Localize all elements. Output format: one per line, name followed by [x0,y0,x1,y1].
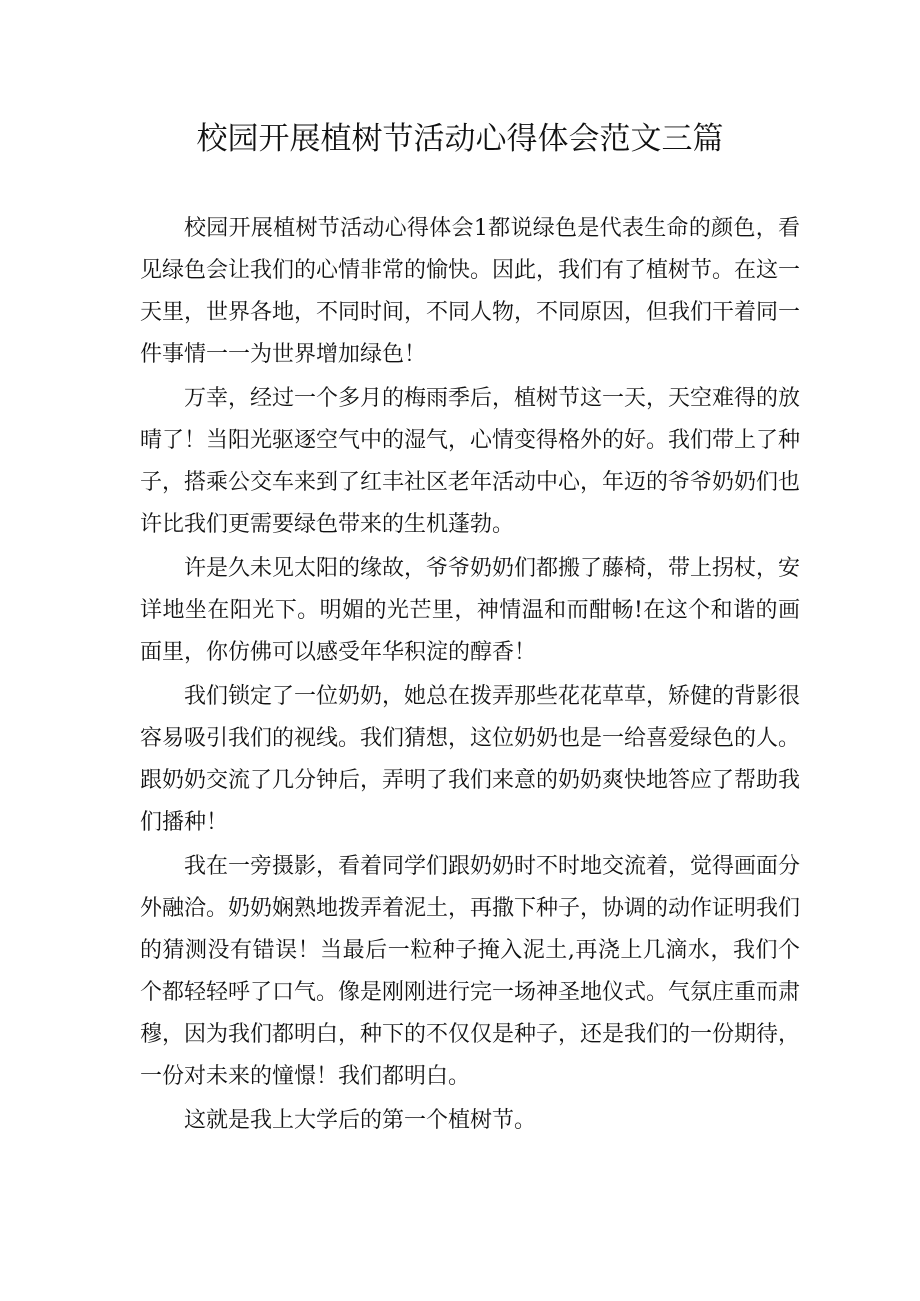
paragraph-1: 校园开展植树节活动心得体会1都说绿色是代表生命的颜色，看见绿色会让我们的心情非常的愉快。因此，我们有了植树节。在这一天里，世界各地，不同时间，不同人物，不同原因，但我们干着同一件事情一一为世界增加绿色！ [140,216,801,367]
paragraph-6: 这就是我上大学后的第一个植树节。 [184,1108,537,1133]
document-body [140,208,800,1144]
paragraph-2: 万幸，经过一个多月的梅雨季后，植树节这一天，天空难得的放晴了！当阳光驱逐空气中的湿气，心情变得格外的好。我们带上了种子，搭乘公交车来到了红丰社区老年活动中心，年迈的爷爷奶奶们也许比我们更需要绿色带来的生机蓬勃。 [140,386,801,537]
paragraph-4: 我们锁定了一位奶奶，她总在拨弄那些花花草草，矫健的背影很容易吸引我们的视线。我们猜想，这位奶奶也是一给喜爱绿色的人。跟奶奶交流了几分钟后，弄明了我们来意的奶奶爽快地答应了帮助我们播种！ [140,684,801,835]
document-title: 校园开展植树节活动心得体会范文三篇 [196,121,724,157]
paragraph-3: 许是久未见太阳的缘故，爷爷奶奶们都搬了藤椅，带上拐杖，安详地坐在阳光下。明媚的光芒里，神情温和而酣畅!在这个和谐的画面里，你仿佛可以感受年华积淀的醇香！ [140,556,801,665]
paragraph-5: 我在一旁摄影，看着同学们跟奶奶时不时地交流着，觉得画面分外融洽。奶奶娴熟地拨弄着泥土，再撒下种子，协调的动作证明我们的猜测没有错误！当最后一粒种子掩入泥土,再浇上几滴水，我们个个都轻轻呼了口气。像是刚刚进行完一场神圣地仪式。气氛庄重而肃穆，因为我们都明白，种下的不仅仅是种子，还是我们的一份期待，一份对未来的憧憬！我们都明白。 [140,854,801,1089]
